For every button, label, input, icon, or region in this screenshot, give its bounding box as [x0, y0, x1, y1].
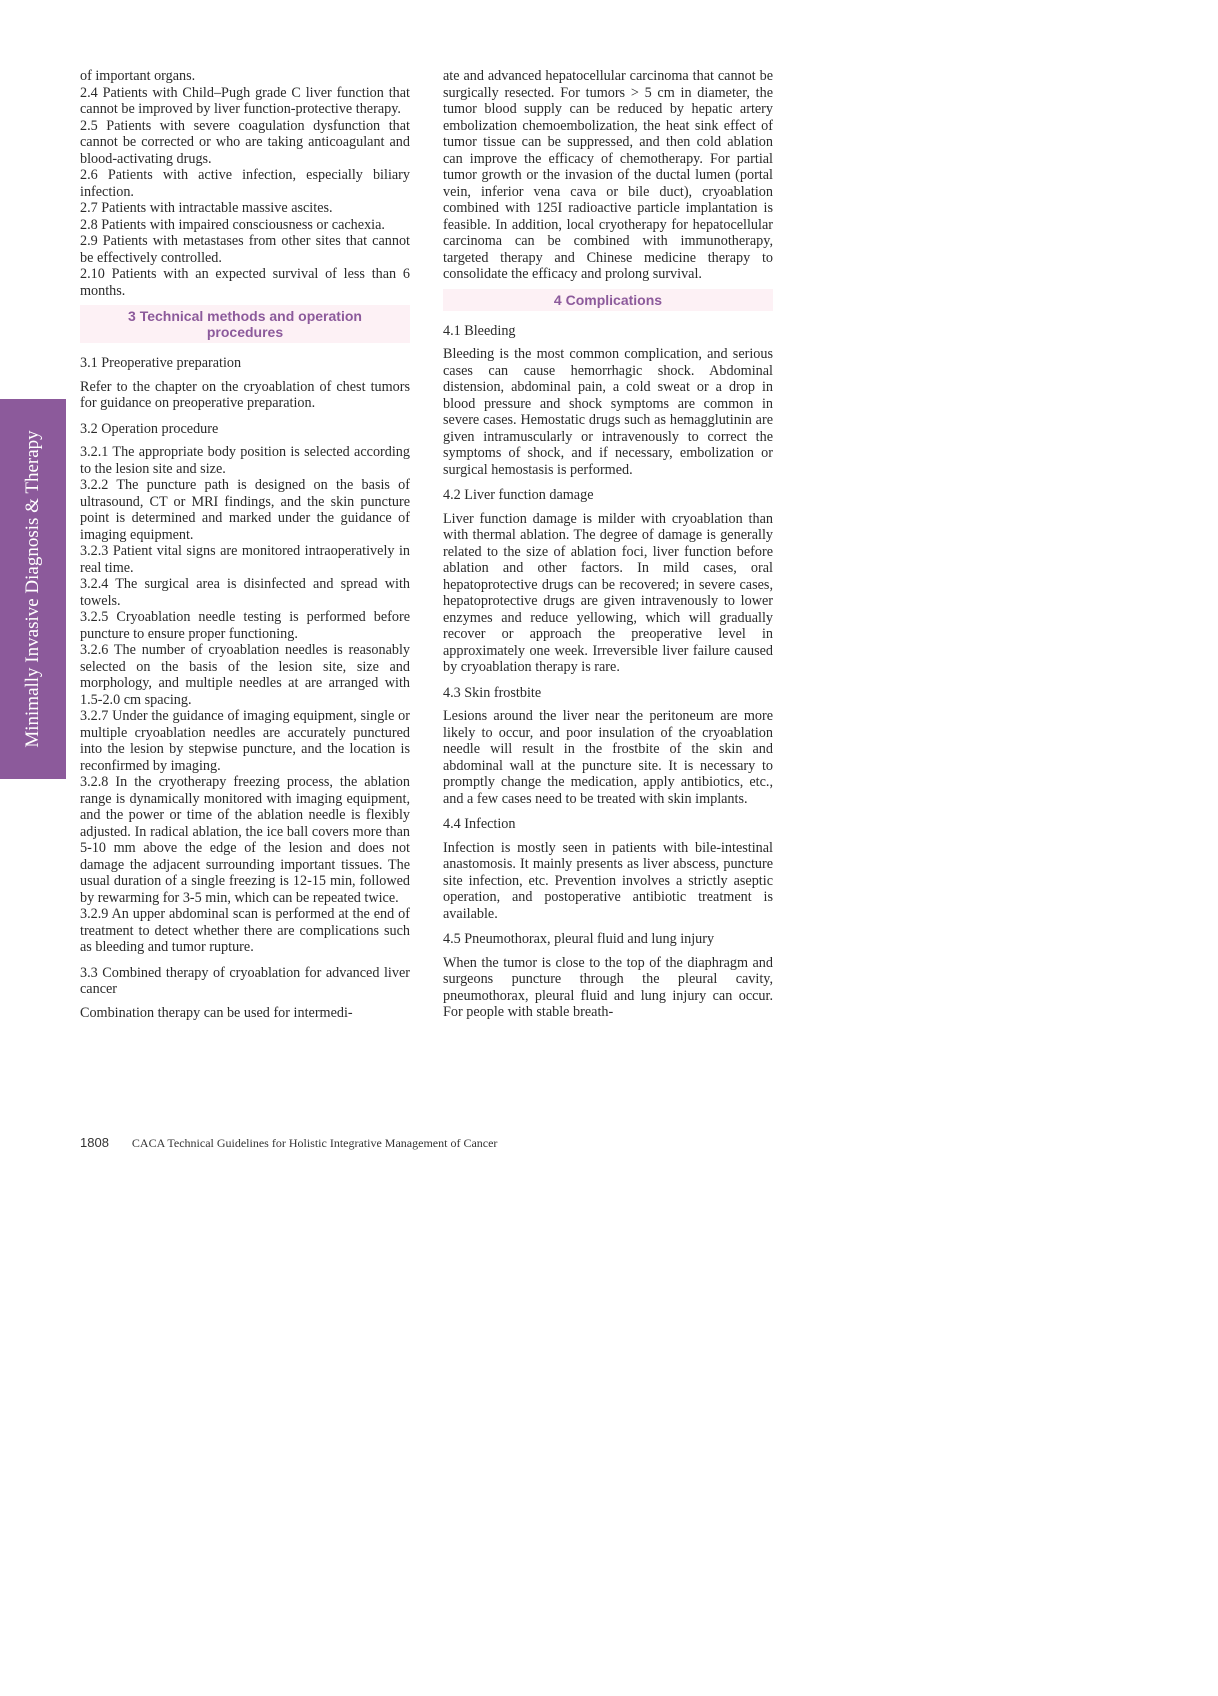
paragraph: 2.9 Patients with metastases from other sites that cannot be effectively controlled. [80, 233, 410, 266]
left-column [80, 68, 410, 1021]
paragraph: 3.2.8 In the cryotherapy freezing process, the ablation range is dynamically monitored with imaging equipment, and the power or time of the ablation needle is flexibly adjusted. In radical ablation, the ice ball covers more than 5-10 mm above the edge of the lesion and does not damage the adjacent surrounding important tissues. The usual duration of a single freezing is 12-15 min, followed by rewarming for 3-5 min, which can be repeated twice. [80, 774, 410, 906]
paragraph: 3.2.1 The appropriate body position is selected according to the lesion site and size. [80, 444, 410, 477]
paragraph: 3.2.4 The surgical area is disinfected and spread with towels. [80, 576, 410, 609]
subsection-heading: 3.1 Preoperative preparation [80, 355, 242, 371]
section-heading: 3 Technical methods and operation procedures [80, 305, 410, 343]
paragraph: When the tumor is close to the top of the diaphragm and surgeons puncture through the pleural cavity, pneumothorax, pleural fluid and lung injury can occur. For people with stable breath- [443, 954, 773, 1020]
paragraph: Lesions around the liver near the peritoneum are more likely to occur, and poor insulation of the cryoablation needle will result in the frostbite of the skin and abdominal wall at the puncture site. It is necessary to promptly change the medication, apply antibiotics, etc., and a few cases need to be treated with skin implants. [443, 708, 773, 807]
paragraph: 3.2.3 Patient vital signs are monitored intraoperatively in real time. [80, 543, 410, 576]
paragraph: 3.2.5 Cryoablation needle testing is performed before puncture to ensure proper functioning. [80, 609, 410, 642]
paragraph: 3.2.6 The number of cryoablation needles is reasonably selected on the basis of the lesion site, size and morphology, and multiple needles at are arranged with 1.5-2.0 cm spacing. [80, 642, 410, 708]
paragraph: Infection is mostly seen in patients with bile-intestinal anastomosis. It mainly presents as liver abscess, puncture site infection, etc. Prevention involves a strictly aseptic operation, and postoperative antibiotic treatment is available. [443, 839, 773, 922]
side-tab [0, 399, 66, 779]
page-footer [80, 1135, 497, 1151]
paragraph: 2.7 Patients with intractable massive ascites. [80, 200, 333, 216]
paragraph: 2.8 Patients with impaired consciousness or cachexia. [80, 216, 385, 233]
paragraph: Combination therapy can be used for intermedi- [80, 1004, 353, 1021]
subsection-heading: 4.4 Infection [443, 816, 516, 832]
paragraph: 3.2.2 The puncture path is designed on the basis of ultrasound, CT or MRI findings, and the skin puncture point is determined and marked under the guidance of imaging equipment. [80, 477, 410, 543]
subsection-heading: 4.1 Bleeding [443, 322, 516, 339]
section-heading: 4 Complications [443, 289, 773, 311]
paragraph: 2.6 Patients with active infection, especially biliary infection. [80, 167, 410, 200]
paragraph: 2.5 Patients with severe coagulation dysfunction that cannot be corrected or who are taking anticoagulant and blood-activating drugs. [80, 117, 410, 167]
subsection-heading: 4.3 Skin frostbite [443, 684, 542, 701]
paragraph: Refer to the chapter on the cryoablation of chest tumors for guidance on preoperative preparation. [80, 378, 410, 411]
paragraph: Bleeding is the most common complication, and serious cases can cause hemorrhagic shock. Abdominal distension, abdominal pain, a cold sweat or a drop in blood pressure and shock symptoms are common in severe cases. Hemostatic drugs such as hemagglutinin are given intramuscularly or intravenously to correct the symptoms of shock, and if necessary, embolization or surgical hemostasis is performed. [443, 346, 773, 478]
subsection-heading: 4.2 Liver function damage [443, 487, 594, 503]
running-title: CACA Technical Guidelines for Holistic Integrative Management of Cancer [131, 1136, 498, 1150]
paragraph: 3.2.9 An upper abdominal scan is performed at the end of treatment to detect whether there are complications such as bleeding and tumor rupture. [80, 906, 410, 955]
paragraph: Liver function damage is milder with cryoablation than with thermal ablation. The degree of damage is generally related to the size of ablation foci, liver function before ablation and other factors. In mild cases, oral hepatoprotective drugs can be recovered; in severe cases, hepatoprotective drugs are given intravenously to lower enzymes and reduce yellowing, which will gradually recover or approach the preoperative level in approximately one week. Irreversible liver failure caused by cryoablation therapy is rare. [443, 510, 773, 675]
subsection-heading: 4.5 Pneumothorax, pleural fluid and lung injury [443, 931, 715, 947]
paragraph: 2.4 Patients with Child–Pugh grade C liver function that cannot be improved by liver function-protective therapy. [80, 84, 410, 117]
paragraph: of important organs. [80, 68, 196, 84]
paragraph: 2.10 Patients with an expected survival of less than 6 months. [80, 266, 410, 299]
subsection-heading: 3.3 Combined therapy of cryoablation for advanced liver cancer [80, 964, 410, 997]
paragraph: ate and advanced hepatocellular carcinoma that cannot be surgically resected. For tumors > 5 cm in diameter, the tumor blood supply can be reduced by hepatic artery embolization chemoembolization, the heat sink effect of tumor tissue can be suppressed, and then cold ablation can improve the efficacy of chemotherapy. For partial tumor growth or the invasion of the ductal lumen (portal vein, inferior vena cava or bile duct), cryoablation combined with 125I radioactive particle implantation is feasible. In addition, local cryotherapy for hepatocellular carcinoma can be combined with immunotherapy, targeted therapy and Chinese medicine therapy to consolidate the efficacy and prolong survival. [443, 68, 773, 282]
subsection-heading: 3.2 Operation procedure [80, 420, 219, 437]
right-column [443, 68, 773, 1021]
side-tab-label: Minimally Invasive Diagnosis & Therapy [22, 430, 43, 748]
page-number: 1808 [80, 1135, 109, 1150]
paragraph: 3.2.7 Under the guidance of imaging equipment, single or multiple cryoablation needles are accurately punctured into the lesion by stepwise puncture, and the location is reconfirmed by imaging. [80, 708, 410, 774]
